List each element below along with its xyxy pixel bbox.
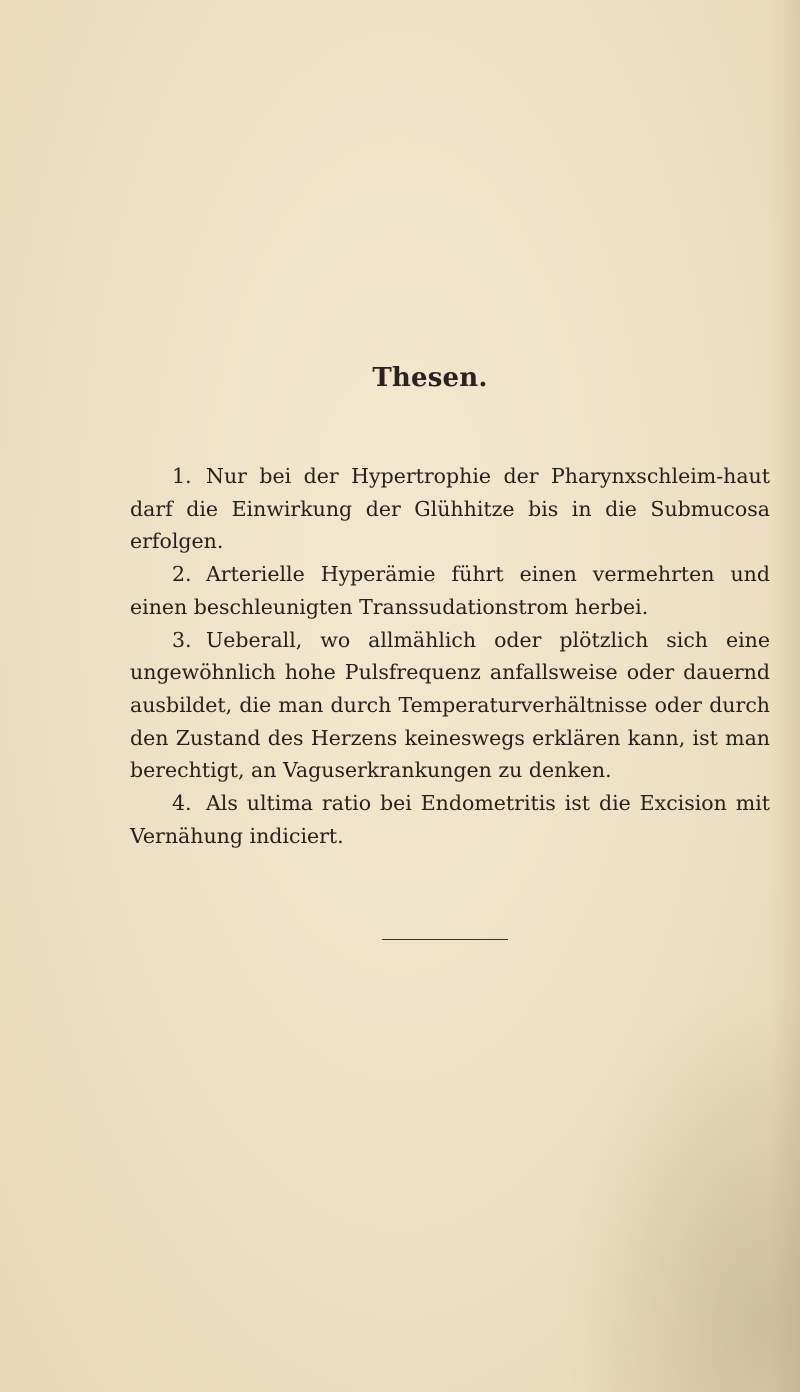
thesis-text: Als ultima ratio bei Endometritis ist die Excision mit Vernähung indiciert. [130,791,770,848]
thesis-2 [130,558,770,623]
thesis-text: Ueberall, wo allmählich oder plötzlich sich eine ungewöhnlich hohe Pulsfrequenz anfallsweise oder dauernd ausbildet, die man durch Temperaturverhältnisse oder durch den Zustand des Herzens keineswegs erklären kann, ist man berechtigt, an Vaguserkrankungen zu denken. [130,627,770,783]
thesis-number: 1. [172,464,192,488]
page-title: Thesen. [372,363,488,393]
thesis-3 [130,624,770,788]
thesis-text: Arterielle Hyperämie führt einen vermehrten und einen beschleunigten Transsudationstrom herbei. [130,562,770,619]
thesis-1 [130,460,770,558]
thesis-number: 3. [172,627,192,652]
divider-rule [382,939,508,940]
theses-list [130,460,770,852]
thesis-number: 4. [172,791,192,816]
thesis-4 [130,787,770,852]
thesis-number: 2. [172,562,192,587]
thesis-text: Nur bei der Hypertrophie der Pharynxschleim-haut darf die Einwirkung der Glühhitze bis in die Submucosa erfolgen. [130,464,770,554]
